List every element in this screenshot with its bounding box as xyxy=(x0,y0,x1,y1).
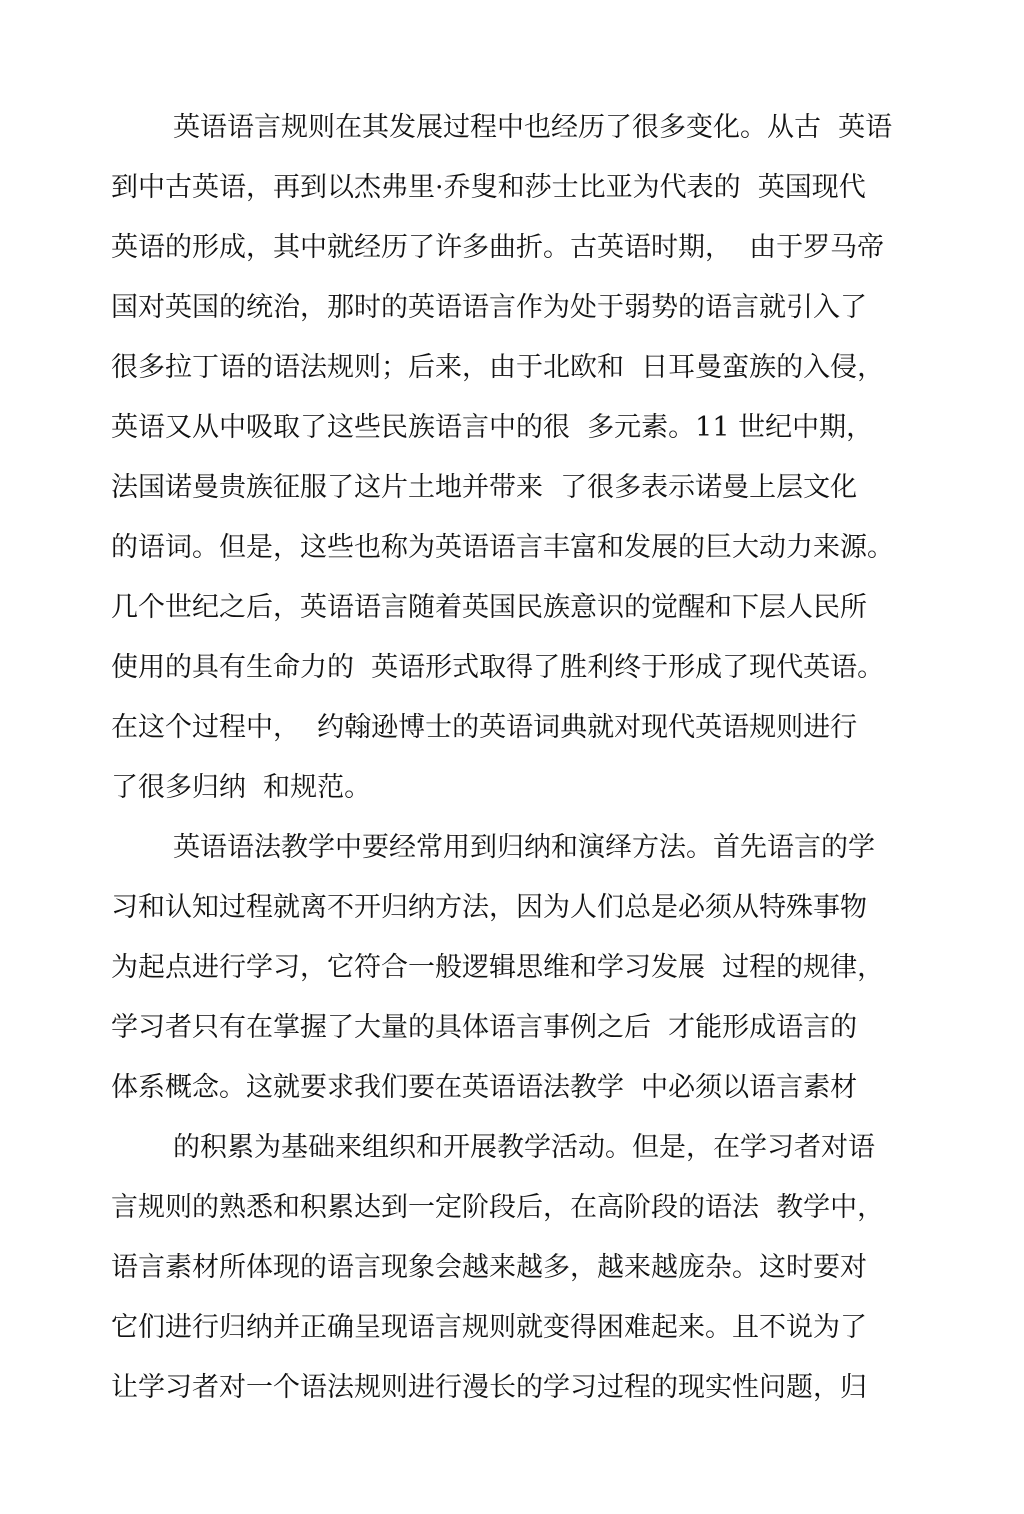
paragraph-1-line-3: 英语的形成，其中就经历了许多曲折。古英语时期， 由于罗马帝 xyxy=(111,232,885,263)
paragraph-3-line-4: 它们进行归纳并正确呈现语言规则就变得困难起来。且不说为了 xyxy=(111,1312,867,1343)
paragraph-1-line-1: 英语语言规则在其发展过程中也经历了很多变化。从古 英语 xyxy=(173,112,893,143)
paragraph-1-line-8: 的语词。但是，这些也称为英语语言丰富和发展的巨大动力来源。 xyxy=(111,532,894,563)
paragraph-3-line-3: 语言素材所体现的语言现象会越来越多，越来越庞杂。这时要对 xyxy=(111,1252,867,1283)
paragraph-1-line-6: 英语又从中吸取了这些民族语言中的很 多元素。11 世纪中期， xyxy=(111,412,874,443)
paragraph-3-line-2: 言规则的熟悉和积累达到一定阶段后，在高阶段的语法 教学中， xyxy=(111,1192,885,1223)
paragraph-1-line-11: 在这个过程中， 约翰逊博士的英语词典就对现代英语规则进行 xyxy=(111,712,858,743)
paragraph-2-line-4: 学习者只有在掌握了大量的具体语言事例之后 才能形成语言的 xyxy=(111,1012,858,1043)
paragraph-1-line-9: 几个世纪之后，英语语言随着英国民族意识的觉醒和下层人民所 xyxy=(111,592,867,623)
paragraph-1-line-2: 到中古英语，再到以杰弗里·乔叟和莎士比亚为代表的 英国现代 xyxy=(111,172,866,203)
paragraph-2-line-2: 习和认知过程就离不开归纳方法，因为人们总是必须从特殊事物 xyxy=(111,892,867,923)
paragraph-1-line-12: 了很多归纳 和规范。 xyxy=(111,772,372,803)
paragraph-3-line-5: 让学习者对一个语法规则进行漫长的学习过程的现实性问题，归 xyxy=(111,1372,867,1403)
paragraph-1-line-10: 使用的具有生命力的 英语形式取得了胜利终于形成了现代英语。 xyxy=(111,652,885,683)
paragraph-3-line-1: 的积累为基础来组织和开展教学活动。但是，在学习者对语 xyxy=(173,1132,875,1163)
paragraph-1-line-5: 很多拉丁语的语法规则；后来，由于北欧和 日耳曼蛮族的入侵， xyxy=(111,352,885,383)
paragraph-2-line-5: 体系概念。这就要求我们要在英语语法教学 中必须以语言素材 xyxy=(111,1072,858,1103)
paragraph-2-line-1: 英语语法教学中要经常用到归纳和演绎方法。首先语言的学 xyxy=(173,832,875,863)
paragraph-1-line-4: 国对英国的统治，那时的英语语言作为处于弱势的语言就引入了 xyxy=(111,292,867,323)
paragraph-2-line-3: 为起点进行学习，它符合一般逻辑思维和学习发展 过程的规律， xyxy=(111,952,885,983)
paragraph-1-line-7: 法国诺曼贵族征服了这片土地并带来 了很多表示诺曼上层文化 xyxy=(111,472,858,503)
